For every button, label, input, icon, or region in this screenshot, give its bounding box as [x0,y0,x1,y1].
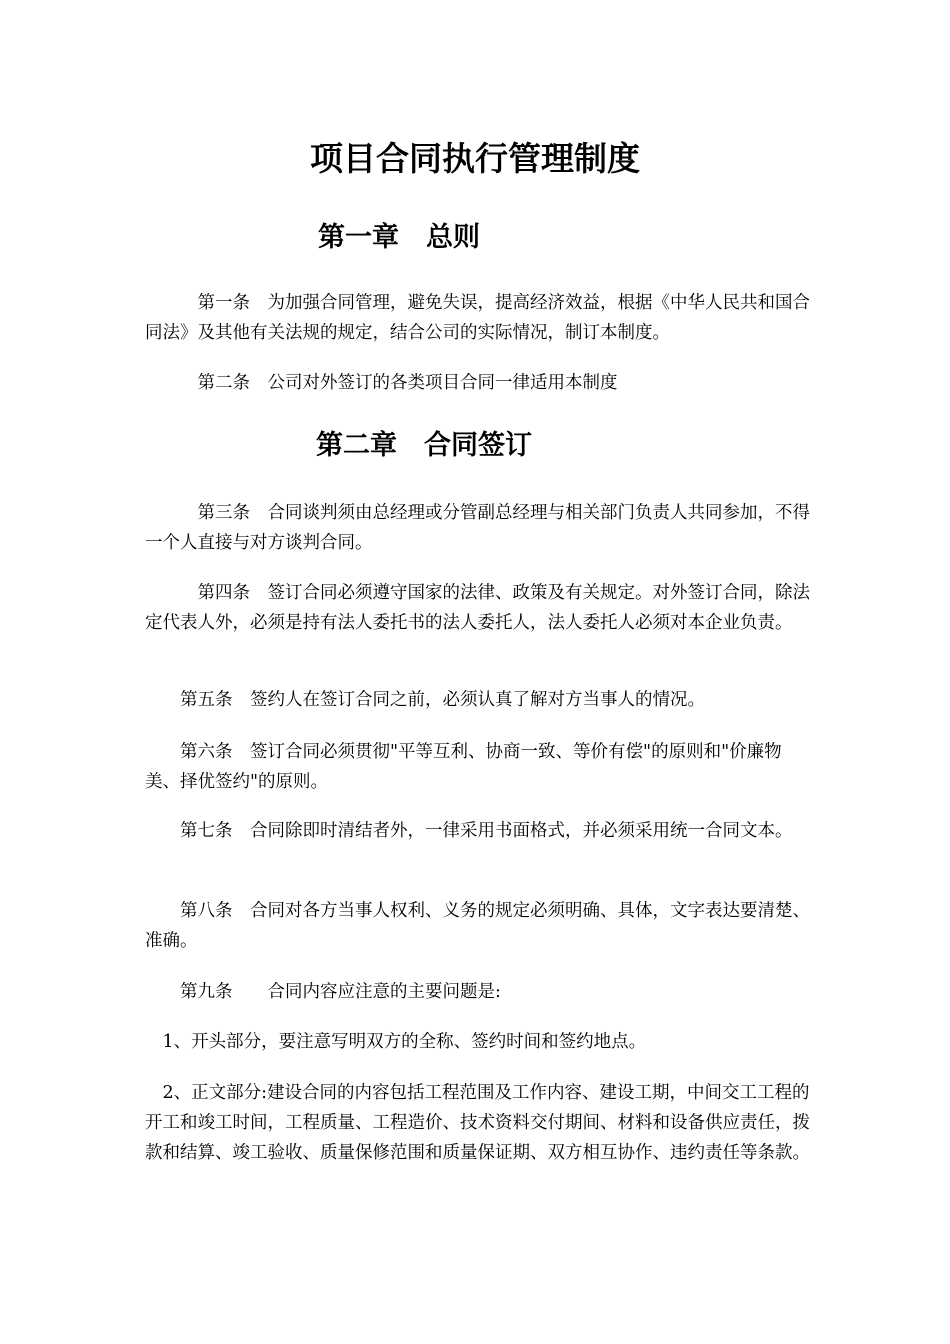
article-3: 第三条 合同谈判须由总经理或分管副总经理与相关部门负责人共同参加，不得一个人直接与对方谈判合同。 [145,503,810,553]
article-6: 第六条 签订合同必须贯彻"平等互利、协商一致、等价有偿"的原则和"价廉物美、择优签约"的原则。 [145,742,782,792]
article-1: 第一条 为加强合同管理，避免失误，提高经济效益，根据《中华人民共和国合同法》及其他有关法规的规定，结合公司的实际情况，制订本制度。 [145,293,810,343]
article-9: 第九条 合同内容应注意的主要问题是: [145,982,501,1002]
article-9-item-2: 2、正文部分:建设合同的内容包括工程范围及工作内容、建设工期，中间交工工程的开工和竣工时间，工程质量、工程造价、技术资料交付期间、材料和设备供应责任，拨款和结算、竣工验收、质量保修范围和质量保证期、双方相互协作、违约责任等条款。 [145,1083,810,1163]
article-7: 第七条 合同除即时清结者外，一律采用书面格式，并必须采用统一合同文本。 [145,821,793,841]
article-5: 第五条 签约人在签订合同之前，必须认真了解对方当事人的情况。 [145,690,705,710]
chapter-2-heading: 第二章 合同签订 [316,430,532,461]
article-9-item-1: 1、开头部分，要注意写明双方的全称、签约时间和签约地点。 [145,1032,647,1052]
chapter-1-heading: 第一章 总则 [318,222,480,253]
article-4: 第四条 签订合同必须遵守国家的法律、政策及有关规定。对外签订合同，除法定代表人外，必须是持有法人委托书的法人委托人，法人委托人必须对本企业负责。 [145,583,810,633]
article-8: 第八条 合同对各方当事人权利、义务的规定必须明确、具体，文字表达要清楚、准确。 [145,901,810,951]
document-title: 项目合同执行管理制度 [310,139,640,178]
article-2: 第二条 公司对外签订的各类项目合同一律适用本制度 [145,373,618,393]
